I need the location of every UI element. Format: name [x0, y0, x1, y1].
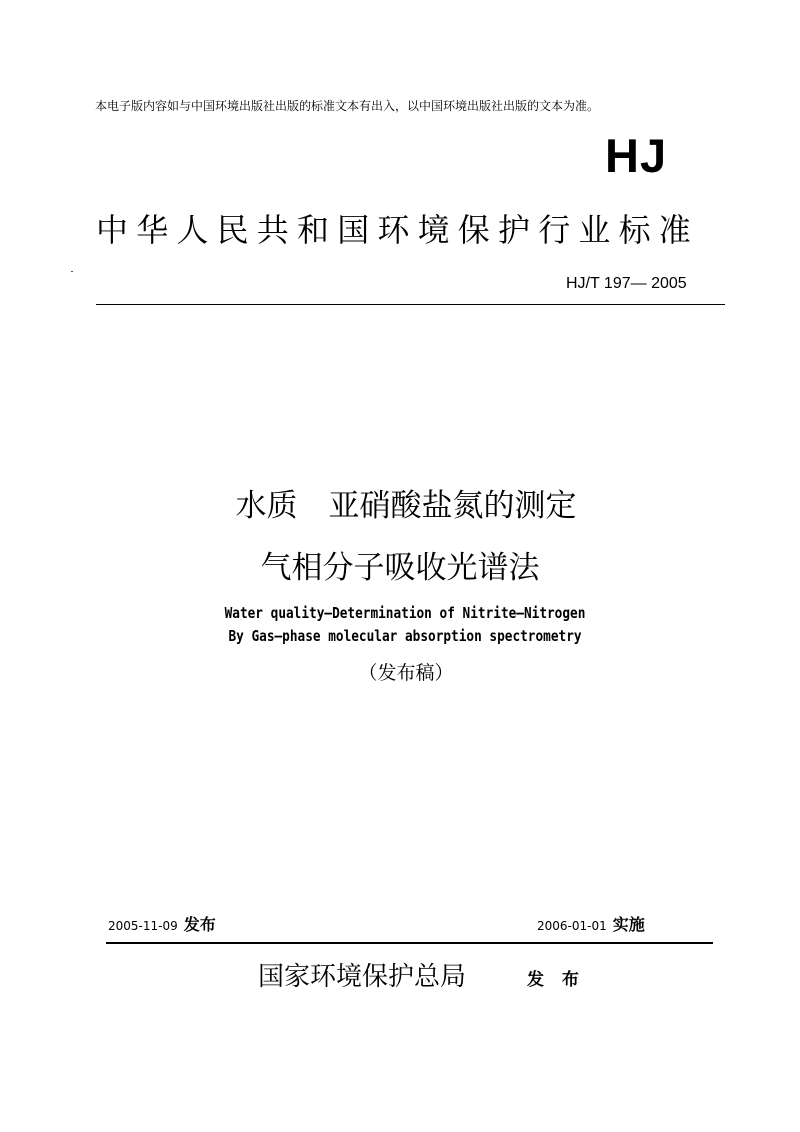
publish-label: 发 布	[527, 970, 585, 990]
implementation-label: 实施	[612, 915, 645, 934]
issue-date: 2005-11-09	[108, 919, 178, 933]
header-divider	[96, 304, 725, 305]
document-title-en-line1: Water quality—Determination of Nitrite—Nitrogen	[224, 604, 586, 622]
document-title-cn-line1: 水质 亚硝酸盐氮的测定	[235, 488, 577, 524]
implementation-date: 2006-01-01	[537, 919, 607, 933]
standard-number: HJ/T 197— 2005	[566, 275, 687, 292]
issue-date-block	[108, 912, 216, 935]
publisher-name: 国家环境保护总局	[258, 962, 467, 992]
document-title-en-line2: By Gas—phase molecular absorption spectrometry	[228, 627, 582, 645]
draft-status-label: （发布稿）	[358, 662, 454, 684]
implementation-date-block	[537, 912, 645, 935]
footer-divider	[106, 942, 713, 944]
issue-label: 发布	[183, 915, 216, 934]
hj-logo: HJ	[605, 129, 668, 182]
disclaimer-notice: 本电子版内容如与中国环境出版社出版的标准文本有出入，以中国环境出版社出版的文本为准。	[95, 99, 600, 113]
margin-dot	[71, 271, 73, 272]
industry-standard-title: 中华人民共和国环境保护行业标准	[96, 211, 700, 249]
document-title-cn-line2: 气相分子吸收光谱法	[260, 550, 540, 586]
